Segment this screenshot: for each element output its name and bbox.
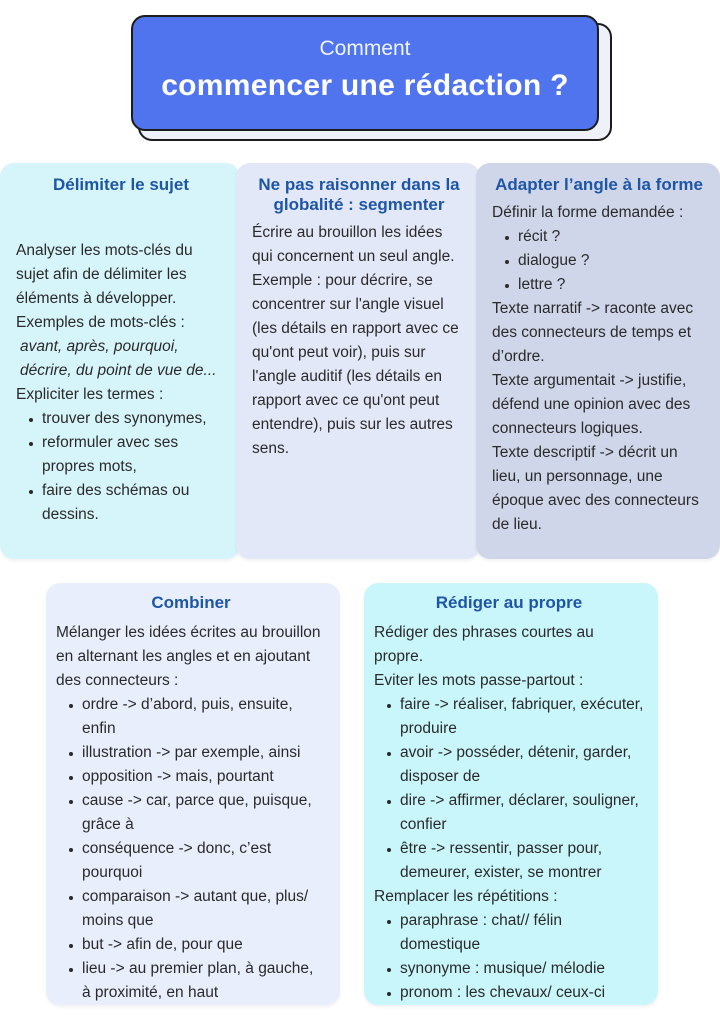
examples-text: avant, après, pourquoi, décrire, du point de vue de... — [20, 338, 217, 379]
list-item: conséquence -> donc, c’est pourquoi — [82, 837, 326, 885]
card-text: Texte argumentait -> justifie, défend une opinion avec des connecteurs logiques. — [492, 372, 691, 437]
card-rediger-propre — [364, 583, 658, 1005]
bullet-list — [492, 225, 706, 297]
title-banner — [131, 15, 599, 131]
card-combiner — [46, 583, 340, 1005]
list-item: dialogue ? — [518, 249, 706, 273]
bullet-list — [56, 693, 326, 1005]
card-delimiter-sujet — [0, 163, 240, 559]
card-heading: Rédiger au propre — [435, 593, 583, 612]
card-segmenter — [236, 163, 480, 559]
list-item: dire -> affirmer, déclarer, souligner, confier — [400, 789, 644, 837]
card-text: Analyser les mots-clés du sujet afin de délimiter les éléments à développer. — [16, 242, 193, 307]
list-item: but -> afin de, pour que — [82, 933, 326, 957]
list-item: ordre -> d’abord, puis, ensuite, enfin — [82, 693, 326, 741]
list-item: être -> ressentir, passer pour, demeurer, exister, se montrer — [400, 837, 644, 885]
card-text: Exemple : pour décrire, se concentrer sur l'angle visuel (les détails en rapport avec ce qu'ont peut voir), puis sur l'angle auditif (les détails en rapport avec ce qu'ont peut entendre), puis sur les autres sens. — [252, 272, 459, 457]
card-text: Rédiger des phrases courtes au propre. — [374, 624, 594, 665]
card-text: Eviter les mots passe-partout : — [374, 672, 584, 689]
card-text: Texte descriptif -> décrit un lieu, un personnage, une époque avec des connecteurs de lieu. — [492, 444, 699, 533]
list-item: faire -> réaliser, fabriquer, exécuter, produire — [400, 693, 644, 741]
card-adapter-angle — [476, 163, 720, 559]
list-item: lettre ? — [518, 273, 706, 297]
card-text: Mélanger les idées écrites au brouillon en alternant les angles et en ajoutant des connecteurs : — [56, 624, 321, 689]
list-item: trouver des synonymes, — [42, 407, 226, 431]
card-heading: Délimiter le sujet — [52, 175, 190, 194]
card-text: Définir la forme demandée : — [492, 204, 684, 221]
card-heading: Ne pas raisonner dans la globalité : segmenter — [258, 175, 460, 214]
list-item: lieu -> au premier plan, à gauche, à proximité, en haut — [82, 957, 326, 1005]
bullet-list — [374, 693, 644, 885]
card-text: Texte narratif -> raconte avec des connecteurs de temps et d’ordre. — [492, 300, 694, 365]
page-title: commencer une rédaction ? — [161, 69, 569, 102]
card-text: Remplacer les répétitions : — [374, 888, 558, 905]
bullet-list — [16, 407, 226, 527]
list-item: synonyme : musique/ mélodie — [400, 957, 644, 981]
list-item: comparaison -> autant que, plus/ moins que — [82, 885, 326, 933]
card-text: Écrire au brouillon les idées qui concernent un seul angle. — [252, 224, 455, 265]
list-item: illustration -> par exemple, ainsi — [82, 741, 326, 765]
card-heading: Adapter l’angle à la forme — [495, 175, 703, 194]
bullet-list — [374, 909, 644, 1005]
card-text: Exemples de mots-clés : — [16, 314, 185, 331]
title-line-1: Comment — [319, 37, 411, 60]
list-item: avoir -> posséder, détenir, garder, disposer de — [400, 741, 644, 789]
list-item: opposition -> mais, pourtant — [82, 765, 326, 789]
list-item: récit ? — [518, 225, 706, 249]
card-text: Expliciter les termes : — [16, 386, 164, 403]
card-heading: Combiner — [151, 593, 231, 612]
list-item: paraphrase : chat// félin domestique — [400, 909, 644, 957]
list-item: pronom : les chevaux/ ceux-ci — [400, 981, 644, 1005]
list-item: cause -> car, parce que, puisque, grâce à — [82, 789, 326, 837]
list-item: faire des schémas ou dessins. — [42, 479, 226, 527]
list-item: reformuler avec ses propres mots, — [42, 431, 226, 479]
